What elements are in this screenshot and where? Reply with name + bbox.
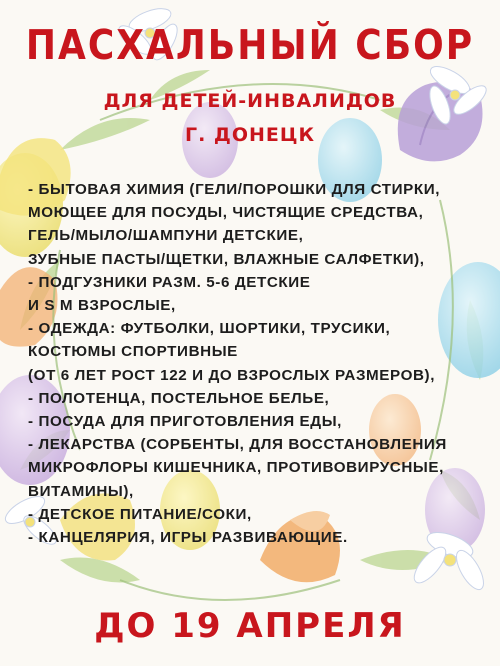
list-line: И S M ВЗРОСЛЫЕ, bbox=[28, 297, 176, 315]
list-line: - ДЕТСКОЕ ПИТАНИЕ/СОКИ, bbox=[28, 505, 252, 523]
poster-subtitle-city: Г. ДОНЕЦК bbox=[184, 124, 316, 146]
list-line: МИКРОФЛОРЫ КИШЕЧНИКА, ПРОТИВОВИРУСНЫЕ, bbox=[28, 459, 444, 477]
list-line: - ОДЕЖДА: ФУТБОЛКИ, ШОРТИКИ, ТРУСИКИ, bbox=[28, 320, 391, 338]
poster-title: ПАСХАЛЬНЫЙ СБОР bbox=[25, 22, 475, 70]
donation-items-list bbox=[28, 178, 478, 549]
list-line: ВИТАМИНЫ), bbox=[28, 482, 134, 500]
list-line: - БЫТОВАЯ ХИМИЯ (ГЕЛИ/ПОРОШКИ ДЛЯ СТИРКИ, bbox=[28, 181, 441, 198]
list-line: - ПОДГУЗНИКИ РАЗМ. 5-6 ДЕТСКИЕ bbox=[28, 273, 311, 291]
poster-subtitle-audience: ДЛЯ ДЕТЕЙ-ИНВАЛИДОВ bbox=[103, 90, 397, 112]
list-line: - КАНЦЕЛЯРИЯ, ИГРЫ РАЗВИВАЮЩИЕ. bbox=[28, 529, 348, 547]
list-line: - ПОСУДА ДЛЯ ПРИГОТОВЛЕНИЯ ЕДЫ, bbox=[28, 413, 342, 431]
list-line: ЗУБНЫЕ ПАСТЫ/ЩЕТКИ, ВЛАЖНЫЕ САЛФЕТКИ), bbox=[28, 250, 425, 268]
list-line: МОЮЩЕЕ ДЛЯ ПОСУДЫ, ЧИСТЯЩИЕ СРЕДСТВА, bbox=[28, 204, 424, 222]
list-line: ГЕЛЬ/МЫЛО/ШАМПУНИ ДЕТСКИЕ, bbox=[28, 227, 304, 245]
list-line: КОСТЮМЫ СПОРТИВНЫЕ bbox=[28, 343, 238, 361]
list-line: - ЛЕКАРСТВА (СОРБЕНТЫ, ДЛЯ ВОССТАНОВЛЕНИЯ bbox=[28, 436, 447, 454]
list-line: (ОТ 6 ЛЕТ РОСТ 122 И ДО ВЗРОСЛЫХ РАЗМЕРОВ), bbox=[28, 366, 436, 384]
list-line: - ПОЛОТЕНЦА, ПОСТЕЛЬНОЕ БЕЛЬЕ, bbox=[28, 389, 330, 407]
deadline-text: ДО 19 АПРЕЛЯ bbox=[94, 606, 406, 646]
